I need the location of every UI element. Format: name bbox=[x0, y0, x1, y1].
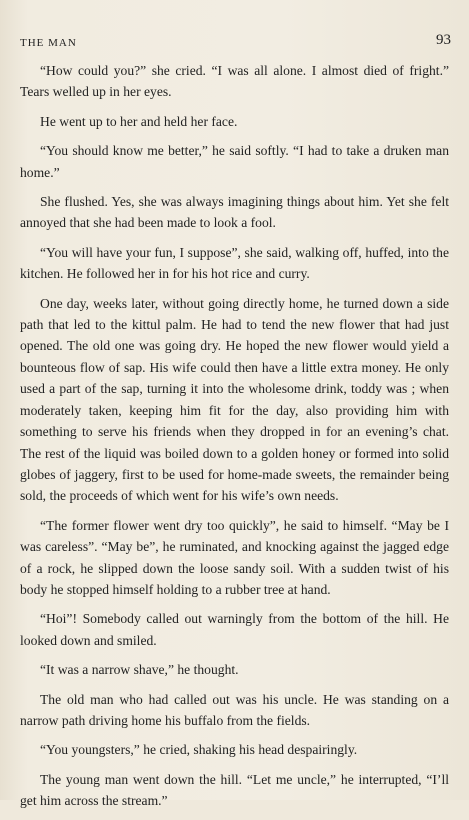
paragraph: “Hoi”! Somebody called out warningly from the bottom of the hill. He looked down and smiled. bbox=[20, 611, 449, 648]
page-header bbox=[20, 32, 451, 52]
paragraph: The old man who had called out was his uncle. He was standing on a narrow path driving home his buffalo from the fields. bbox=[20, 691, 449, 728]
paragraph: “You should know me better,” he said softly. “I had to take a druken man home.” bbox=[20, 143, 449, 180]
paragraph: The young man went down the hill. “Let me uncle,” he interrupted, “I’ll get him across the stream.” bbox=[20, 771, 449, 809]
paragraph: One day, weeks later, without going directly home, he turned down a side path that led to the kittul palm. He had to tend the new flower that had just opened. The old one was going dry. He hoped the new flower would yield a bounteous flow of sap. His wife could then have a little extra money. He only used a part of the sap, turning it into the wholesome drink, toddy was ; when moderately taken, keeping him fit for the day, also providing him with something to serve his friends when they dropped in for an evening’s chat. The rest of the liquid was boiled down to a golden honey or formed into solid globes of jaggery, first to be used for home-made sweets, the remainder being sold, the proceeds of which went for his wife’s own needs. bbox=[20, 295, 449, 504]
paragraph: “You youngsters,” he cried, shaking his head despairingly. bbox=[40, 742, 358, 758]
page-number: 93 bbox=[436, 32, 451, 48]
paragraph: “The former flower went dry too quickly”, he said to himself. “May be I was careless”. “May be”, he ruminated, and knocking against the jagged edge of a rock, he slipped down the loose sandy soil. With a sudden twist of his body he stopped himself holding to a rubber tree at hand. bbox=[20, 517, 449, 597]
paragraph: “How could you?” she cried. “I was all alone. I almost died of fright.” Tears welled up in her eyes. bbox=[20, 63, 449, 100]
paragraph: “It was a narrow shave,” he thought. bbox=[40, 662, 239, 678]
paragraph: “You will have your fun, I suppose”, she said, walking off, huffed, into the kitchen. He followed her in for his hot rice and curry. bbox=[20, 244, 449, 282]
running-head: THE MAN bbox=[20, 37, 77, 49]
body-text bbox=[20, 60, 449, 820]
paragraph: She flushed. Yes, she was always imagining things about him. Yet she felt annoyed that she had been made to look a fool. bbox=[20, 194, 449, 231]
paragraph: He went up to her and held her face. bbox=[40, 113, 238, 129]
